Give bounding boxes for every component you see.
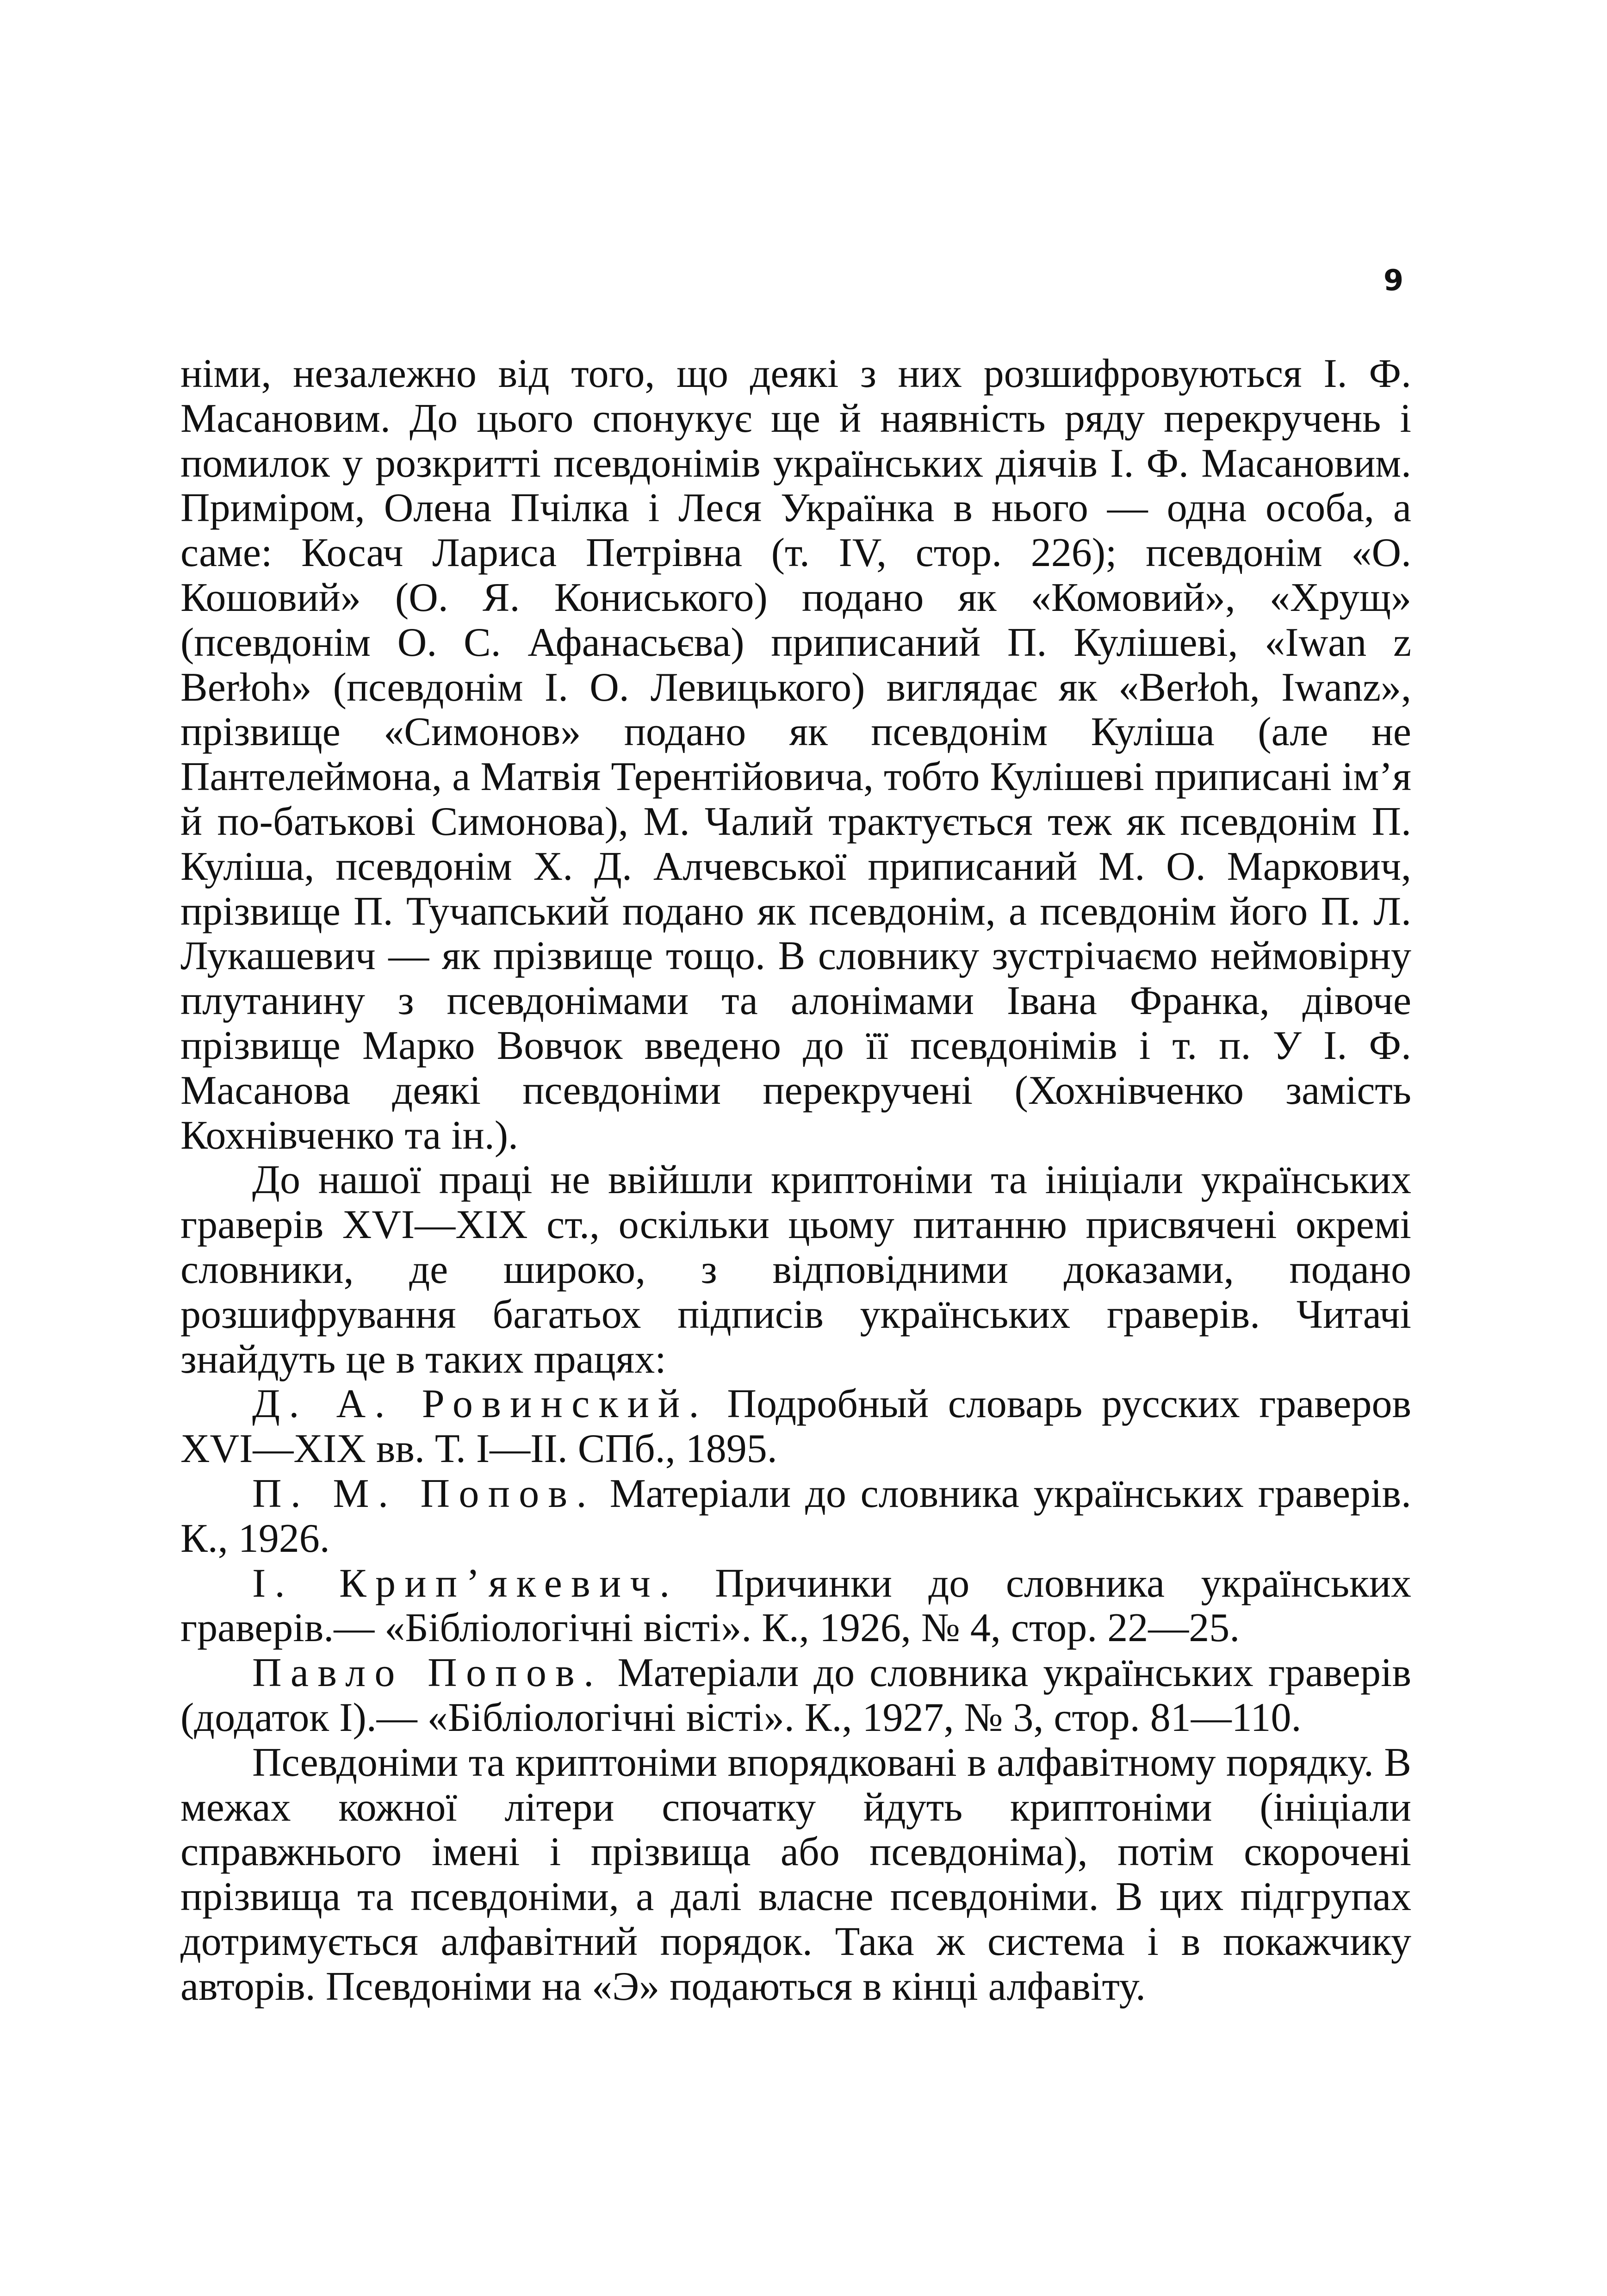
bibliography-title: Подробный словарь русских граверов XVI—XIX вв. Т. I—II. СПб., 1895.	[180, 1381, 1411, 1472]
bibliography-author: П. М. Попов.	[252, 1471, 596, 1516]
bibliography-title: Причинки до словника українських граверів.— «Бібліологічні вісті». К., 1926, № 4, стор. 22—25.	[180, 1561, 1411, 1651]
bibliography-entry	[180, 1562, 1411, 1651]
bibliography-author: Павло Попов.	[252, 1650, 603, 1696]
bibliography-entry	[180, 1651, 1411, 1741]
bibliography-title: Матеріали до словника українських граверів. К., 1926.	[180, 1471, 1411, 1561]
bibliography-author: Д. А. Ровинский.	[252, 1381, 708, 1427]
paragraph-engravers: До нашої праці не ввійшли криптоніми та ініціали українських граверів XVI—XIX ст., оскільки цьому питанню присвячені окремі словники, де широко, з відповідними доказами, подано розшифрування багатьох підписів українських граверів. Читачі знайдуть це в таких працях:	[180, 1157, 1411, 1382]
bibliography-author: І. Крип’якевич.	[252, 1561, 679, 1606]
bibliography-entry	[180, 1382, 1411, 1472]
page-number: 9	[1384, 263, 1404, 297]
bibliography-title: Матеріали до словника українських граверів (додаток I).— «Бібліологічні вісті». К., 1927, № 3, стор. 81—110.	[180, 1650, 1411, 1740]
body-text	[180, 352, 1411, 2009]
paragraph-ordering: Псевдоніми та криптоніми впорядковані в алфавітному порядку. В межах кожної літери спочатку йдуть криптоніми (ініціали справжнього імені і прізвища або псевдоніма), потім скорочені прізвища та псевдоніми, а далі власне псевдоніми. В цих підгрупах дотримується алфавітний порядок. Така ж система і в покажчику авторів. Псевдоніми на «Э» подаються в кінці алфавіту.	[180, 1740, 1411, 2009]
paragraph-masanov-errors: німи, незалежно від того, що деякі з них розшифровуються І. Ф. Масановим. До цього спонукує ще й наявність ряду перекручень і помилок у розкритті псевдонімів українських діячів І. Ф. Масановим. Приміром, Олена Пчілка і Леся Українка в нього — одна особа, а саме: Косач Лариса Петрівна (т. IV, стор. 226); псевдонім «О. Кошовий» (О. Я. Кониського) подано як «Комовий», «Хрущ» (псевдонім О. С. Афанасьєва) приписаний П. Кулішеві, «Iwan z Berłoh» (псевдонім І. О. Левицького) виглядає як «Berłoh, Iwanz», прізвище «Симонов» подано як псевдонім Куліша (але не Пантелеймона, а Матвія Терентійовича, тобто Кулішеві приписані ім’я й по-батькові Симонова), М. Чалий трактується теж як псевдонім П. Куліша, псевдонім Х. Д. Алчевської приписаний М. О. Маркович, прізвище П. Тучапський подано як псевдонім, а псевдонім його П. Л. Лукашевич — як прізвище тощо. В словнику зустрічаємо неймовірну плутанину з псевдонімами та алонімами Івана Франка, дівоче прізвище Марко Вовчок введено до її псевдонімів і т. п. У І. Ф. Масанова деякі псевдоніми перекручені (Хохнівченко замість Кохнівченко та ін.).	[180, 351, 1411, 1158]
bibliography-entry	[180, 1472, 1411, 1562]
